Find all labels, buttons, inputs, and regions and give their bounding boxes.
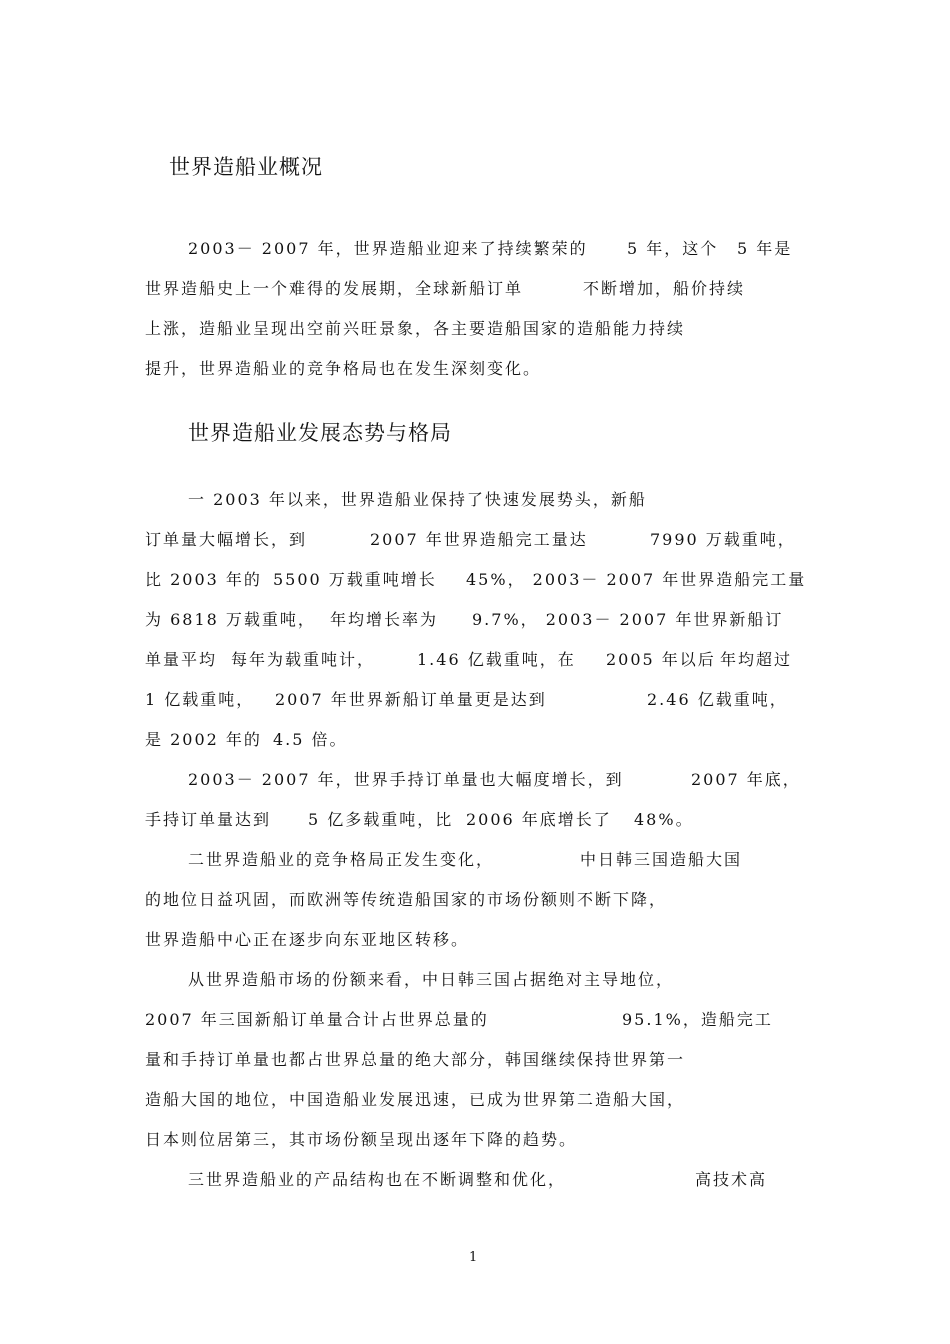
text-segment: 4.5 倍。 <box>273 730 348 749</box>
text-segment: 的地位日益巩固，而欧洲等传统造船国家的市场份额则不断下降， <box>145 890 668 909</box>
text-segment: 单量平均 <box>145 650 218 669</box>
text-segment: 是 2002 年的 <box>145 730 262 749</box>
text-segment: 5 年，这个 <box>627 239 719 258</box>
text-segment: 上涨，造船业呈现出空前兴旺景象，各主要造船国家的造船能力持续 <box>145 319 686 338</box>
text-line <box>0 927 950 953</box>
text-line <box>0 1047 950 1073</box>
text-segment: 9.7%， 2003－ 2007 年世界新船订 <box>472 610 784 629</box>
text-segment: 比 2003 年的 <box>145 570 262 589</box>
text-line <box>0 356 950 382</box>
text-segment: 量和手持订单量也都占世界总量的绝大部分，韩国继续保持世界第一 <box>145 1050 686 1069</box>
text-segment: 2005 年以后 <box>606 650 716 669</box>
text-segment: 高技术高 <box>695 1170 768 1189</box>
text-segment: 1.46 亿载重吨，在 <box>417 650 576 669</box>
page-number: 1 <box>469 1250 478 1265</box>
text-segment: 从世界造船市场的份额来看，中日韩三国占据绝对主导地位， <box>188 970 675 989</box>
text-segment: 5 年是 <box>737 239 793 258</box>
text-line <box>0 316 950 342</box>
text-segment: 世界造船史上一个难得的发展期，全球新船订单 <box>145 279 524 298</box>
text-line <box>0 647 950 673</box>
text-segment: 1 亿载重吨， <box>145 690 255 709</box>
section-heading-overview: 世界造船业概况 <box>169 155 323 179</box>
text-line <box>0 967 950 993</box>
text-line <box>0 236 950 262</box>
text-segment: 2007 年三国新船订单量合计占世界总量的 <box>145 1010 489 1029</box>
section-heading-trends: 世界造船业发展态势与格局 <box>188 421 452 445</box>
text-segment: 2007 年底， <box>691 770 801 789</box>
text-segment: 每年为载重吨计， <box>231 650 376 669</box>
text-segment: 2003－ 2007 年，世界造船业迎来了持续繁荣的 <box>188 239 588 258</box>
text-segment: 提升，世界造船业的竞争格局也在发生深刻变化。 <box>145 359 542 378</box>
text-line <box>0 887 950 913</box>
text-line <box>0 847 950 873</box>
text-segment: 中日韩三国造船大国 <box>580 850 743 869</box>
text-segment: 2003－ 2007 年，世界手持订单量也大幅度增长，到 <box>188 770 624 789</box>
text-segment: 7990 万载重吨， <box>650 530 796 549</box>
text-line <box>0 687 950 713</box>
text-line <box>0 1127 950 1153</box>
text-line <box>0 1007 950 1033</box>
text-segment: 造船大国的地位，中国造船业发展迅速，已成为世界第二造船大国， <box>145 1090 686 1109</box>
text-segment: 2007 年世界造船完工量达 <box>370 530 588 549</box>
text-line <box>0 1087 950 1113</box>
text-line <box>0 727 950 753</box>
text-segment: 二世界造船业的竞争格局正发生变化， <box>188 850 495 869</box>
text-line <box>0 487 950 513</box>
text-line <box>0 807 950 833</box>
text-segment: 95.1%，造船完工 <box>622 1010 773 1029</box>
text-segment: 45%， 2003－ 2007 年世界造船完工量 <box>466 570 807 589</box>
text-segment: 年均增长率为 <box>330 610 439 629</box>
text-segment: 不断增加，船价持续 <box>583 279 746 298</box>
text-line <box>0 276 950 302</box>
text-segment: 为 6818 万载重吨， <box>145 610 316 629</box>
text-segment: 手持订单量达到 <box>145 810 272 829</box>
text-segment: 日本则位居第三，其市场份额呈现出逐年下降的趋势。 <box>145 1130 578 1149</box>
text-segment: 订单量大幅增长，到 <box>145 530 308 549</box>
text-segment: 48%。 <box>634 810 694 829</box>
text-line <box>0 1167 950 1193</box>
text-segment: 一 2003 年以来，世界造船业保持了快速发展势头，新船 <box>188 490 647 509</box>
text-segment: 2.46 亿载重吨， <box>647 690 788 709</box>
text-segment: 2006 年底增长了 <box>466 810 612 829</box>
text-line <box>0 567 950 593</box>
text-line <box>0 767 950 793</box>
text-line <box>0 607 950 633</box>
text-segment: 5500 万载重吨增长 <box>273 570 437 589</box>
text-segment: 三世界造船业的产品结构也在不断调整和优化， <box>188 1170 567 1189</box>
text-segment: 5 亿多载重吨，比 <box>308 810 454 829</box>
text-line <box>0 527 950 553</box>
text-segment: 世界造船中心正在逐步向东亚地区转移。 <box>145 930 470 949</box>
text-segment: 年均超过 <box>720 650 793 669</box>
text-segment: 2007 年世界新船订单量更是达到 <box>275 690 547 709</box>
